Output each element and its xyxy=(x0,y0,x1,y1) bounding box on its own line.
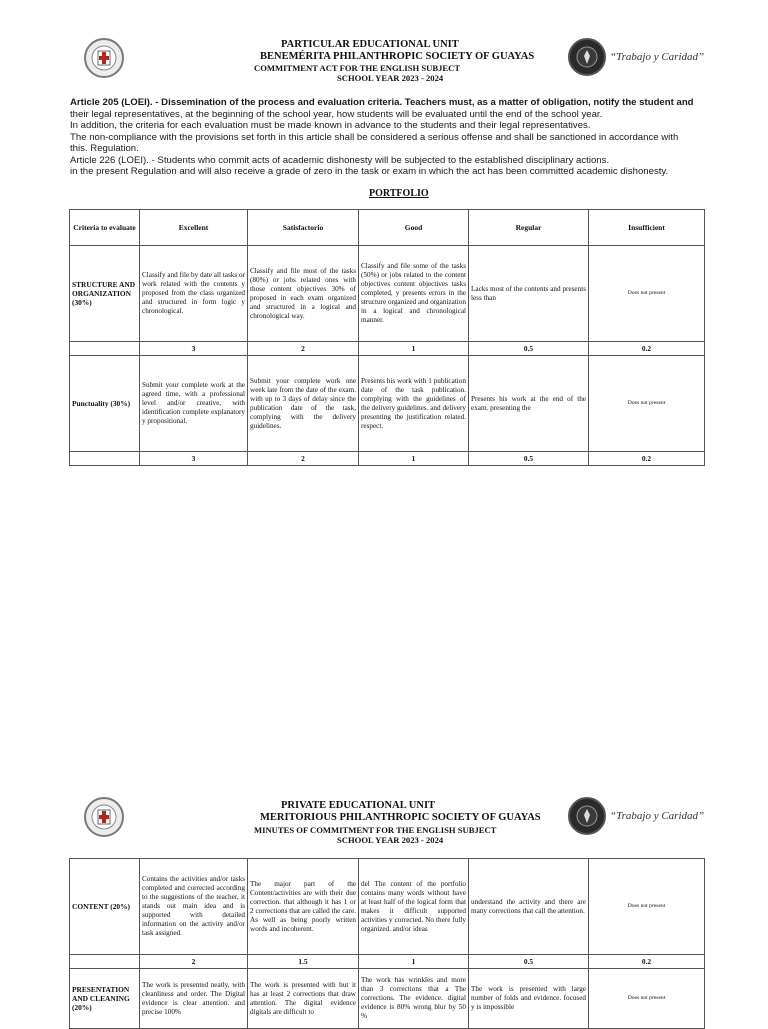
cell-good: Classify and file some of the tasks (50%) or jobs related to the content objectives content objectives tasks completed, y presents errors in the structure organized and organization in a logical and chronological manner. xyxy=(359,246,469,342)
cell-regular: Lacks most of the contents and presents less than xyxy=(469,246,589,342)
cell-good: The work has wrinkles and more than 3 corrections that a The corrections. The evidence. digital evidence is 80% wrong blur by 50 % xyxy=(359,969,469,1029)
header-excellent: Excellent xyxy=(140,210,248,246)
table-row xyxy=(70,969,705,1029)
article-205-line4: The non-compliance with the provisions set forth in this article shall be considered a serious offense and shall be sanctioned in accordance with this. Regulation. xyxy=(70,131,679,154)
score-value: 1 xyxy=(359,342,469,356)
cell-satisfactory: The major part of the Content/activities are with their due correction. that although it has 1 or 2 corrections that are called the care. As well as being poorly written words and incoherent. xyxy=(248,859,359,955)
page1-rubric-table xyxy=(69,209,705,466)
page1-right-logo xyxy=(568,38,704,76)
header-good: Good xyxy=(359,210,469,246)
score-value: 0.5 xyxy=(469,342,589,356)
header-criteria: Criteria to evaluate xyxy=(70,210,140,246)
score-value: 0.5 xyxy=(469,452,589,466)
page2-right-logo xyxy=(568,797,704,835)
score-value: 0.2 xyxy=(589,342,705,356)
cell-excellent: Submit your complete work at the agreed time, with a professional level and/or creative, with identification complete explanatory y propositional. xyxy=(140,356,248,452)
cell-satisfactory: The work is presented with but it has at least 2 corrections that draw attention. The digital evidence digitals are difficult to xyxy=(248,969,359,1029)
criterion-structure: STRUCTURE AND ORGANIZATION (30%) xyxy=(70,246,140,342)
article-205-text: their legal representatives, at the beginning of the school year, how students will be evaluated until the end of the school year. xyxy=(70,108,603,120)
cell-excellent: The work is presented neatly, with cleanliness and order. The Digital evidence is clear attention. and precise 100% xyxy=(140,969,248,1029)
score-value: 2 xyxy=(248,342,359,356)
table-row xyxy=(70,859,705,955)
cell-good: del The content of the portfolio contains many words without have at least half of the logical form that makes it difficult supported activities y corrected. No there fully organized. and/or ideas xyxy=(359,859,469,955)
article-226-line2: in the present Regulation and will also receive a grade of zero in the task or exam in which the act has been committed academic dishonesty. xyxy=(70,166,669,177)
cell-satisfactory: Submit your complete work one week late from the date of the exam. with up to 3 days of delay since the publication date of the task, complying with the delivery guidelines. xyxy=(248,356,359,452)
cell-good: Presents his work with 1 publication date of the task publication. complying with the guidelines of the delivery guidelines. and delivery presenting the justification related. respect. xyxy=(359,356,469,452)
cell-insufficient: Does not present xyxy=(589,356,705,452)
score-value: 0.2 xyxy=(589,452,705,466)
page2-crest xyxy=(84,797,124,837)
page1-crest xyxy=(84,38,124,78)
page2-header-line2: MERITORIOUS PHILANTHROPIC SOCIETY OF GUAYAS xyxy=(260,812,541,823)
page1-header-line4: SCHOOL YEAR 2023 - 2024 xyxy=(337,73,444,83)
cell-excellent: Contains the activities and/or tasks completed and corrected according to the suggestions of the teacher, it stands out main idea and is supported with detailed information on the activity and/or task assigned. xyxy=(140,859,248,955)
score-blank xyxy=(70,452,140,466)
score-blank xyxy=(70,955,140,969)
cell-regular: The work is presented with large number of folds and evidence. focused y is impossible xyxy=(469,969,589,1029)
cell-insufficient: Does not present xyxy=(589,969,705,1029)
score-blank xyxy=(70,342,140,356)
criterion-punctuality: Punctuality (30%) xyxy=(70,356,140,452)
logo-motto: “Trabajo y Caridad” xyxy=(610,51,705,63)
header-insufficient: Insufficient xyxy=(589,210,705,246)
cell-insufficient: Does not present xyxy=(589,246,705,342)
articles-block xyxy=(70,97,695,178)
score-value: 0.5 xyxy=(469,955,589,969)
score-value: 1 xyxy=(359,955,469,969)
table-row xyxy=(70,246,705,342)
page2-header-line4: SCHOOL YEAR 2023 - 2024 xyxy=(337,835,444,845)
score-value: 2 xyxy=(248,452,359,466)
trabajo-caridad-logo-icon xyxy=(568,797,606,835)
logo-motto: “Trabajo y Caridad” xyxy=(610,810,705,822)
portfolio-title: PORTFOLIO xyxy=(369,188,429,199)
school-crest-icon xyxy=(84,38,124,78)
score-value: 1.5 xyxy=(248,955,359,969)
cell-insufficient: Does not present xyxy=(589,859,705,955)
score-row xyxy=(70,955,705,969)
cell-satisfactory: Classify and file most of the tasks (80%) or jobs related ones with those content objectives 30% of proposed in each exam organized and structured in a logical and chronological way. xyxy=(248,246,359,342)
table-header-row xyxy=(70,210,705,246)
header-regular: Regular xyxy=(469,210,589,246)
cell-regular: understand the activity and there are many corrections that call the attention. xyxy=(469,859,589,955)
page1-header-line1: PARTICULAR EDUCATIONAL UNIT xyxy=(281,39,459,50)
criterion-content: CONTENT (20%) xyxy=(70,859,140,955)
score-value: 1 xyxy=(359,452,469,466)
page2-header-line1: PRIVATE EDUCATIONAL UNIT xyxy=(281,800,436,811)
article-205-heading: Article 205 (LOEI). - Dissemination of the process and evaluation criteria. Teachers must, as a matter of obligation, notify the student and xyxy=(70,97,694,108)
header-satisfactory: Satisfactorio xyxy=(248,210,359,246)
score-row xyxy=(70,342,705,356)
trabajo-caridad-logo-icon xyxy=(568,38,606,76)
score-value: 0.2 xyxy=(589,955,705,969)
table-row xyxy=(70,356,705,452)
article-205-line3: In addition, the criteria for each evaluation must be made known in advance to the students and their legal representatives. xyxy=(70,120,591,131)
criterion-presentation: PRESENTATION AND CLEANING (20%) xyxy=(70,969,140,1029)
score-row xyxy=(70,452,705,466)
page1-header-line2: BENEMÉRITA PHILANTHROPIC SOCIETY OF GUAYAS xyxy=(260,51,535,62)
page1-header-line3: COMMITMENT ACT FOR THE ENGLISH SUBJECT xyxy=(254,63,461,73)
page2-header-line3: MINUTES OF COMMITMENT FOR THE ENGLISH SUBJECT xyxy=(254,825,497,835)
score-value: 2 xyxy=(140,955,248,969)
score-value: 3 xyxy=(140,342,248,356)
score-value: 3 xyxy=(140,452,248,466)
page2-rubric-table xyxy=(69,858,705,1029)
cell-excellent: Classify and file by date all tasks or work related with the contents y proposed from the class organized and structured in form logic y chronological. xyxy=(140,246,248,342)
article-226-line1: Article 226 (LOEI). - Students who commit acts of academic dishonesty will be subjected to the established disciplinary actions. xyxy=(70,154,610,166)
school-crest-icon xyxy=(84,797,124,837)
cell-regular: Presents his work at the end of the exam. presenting the xyxy=(469,356,589,452)
